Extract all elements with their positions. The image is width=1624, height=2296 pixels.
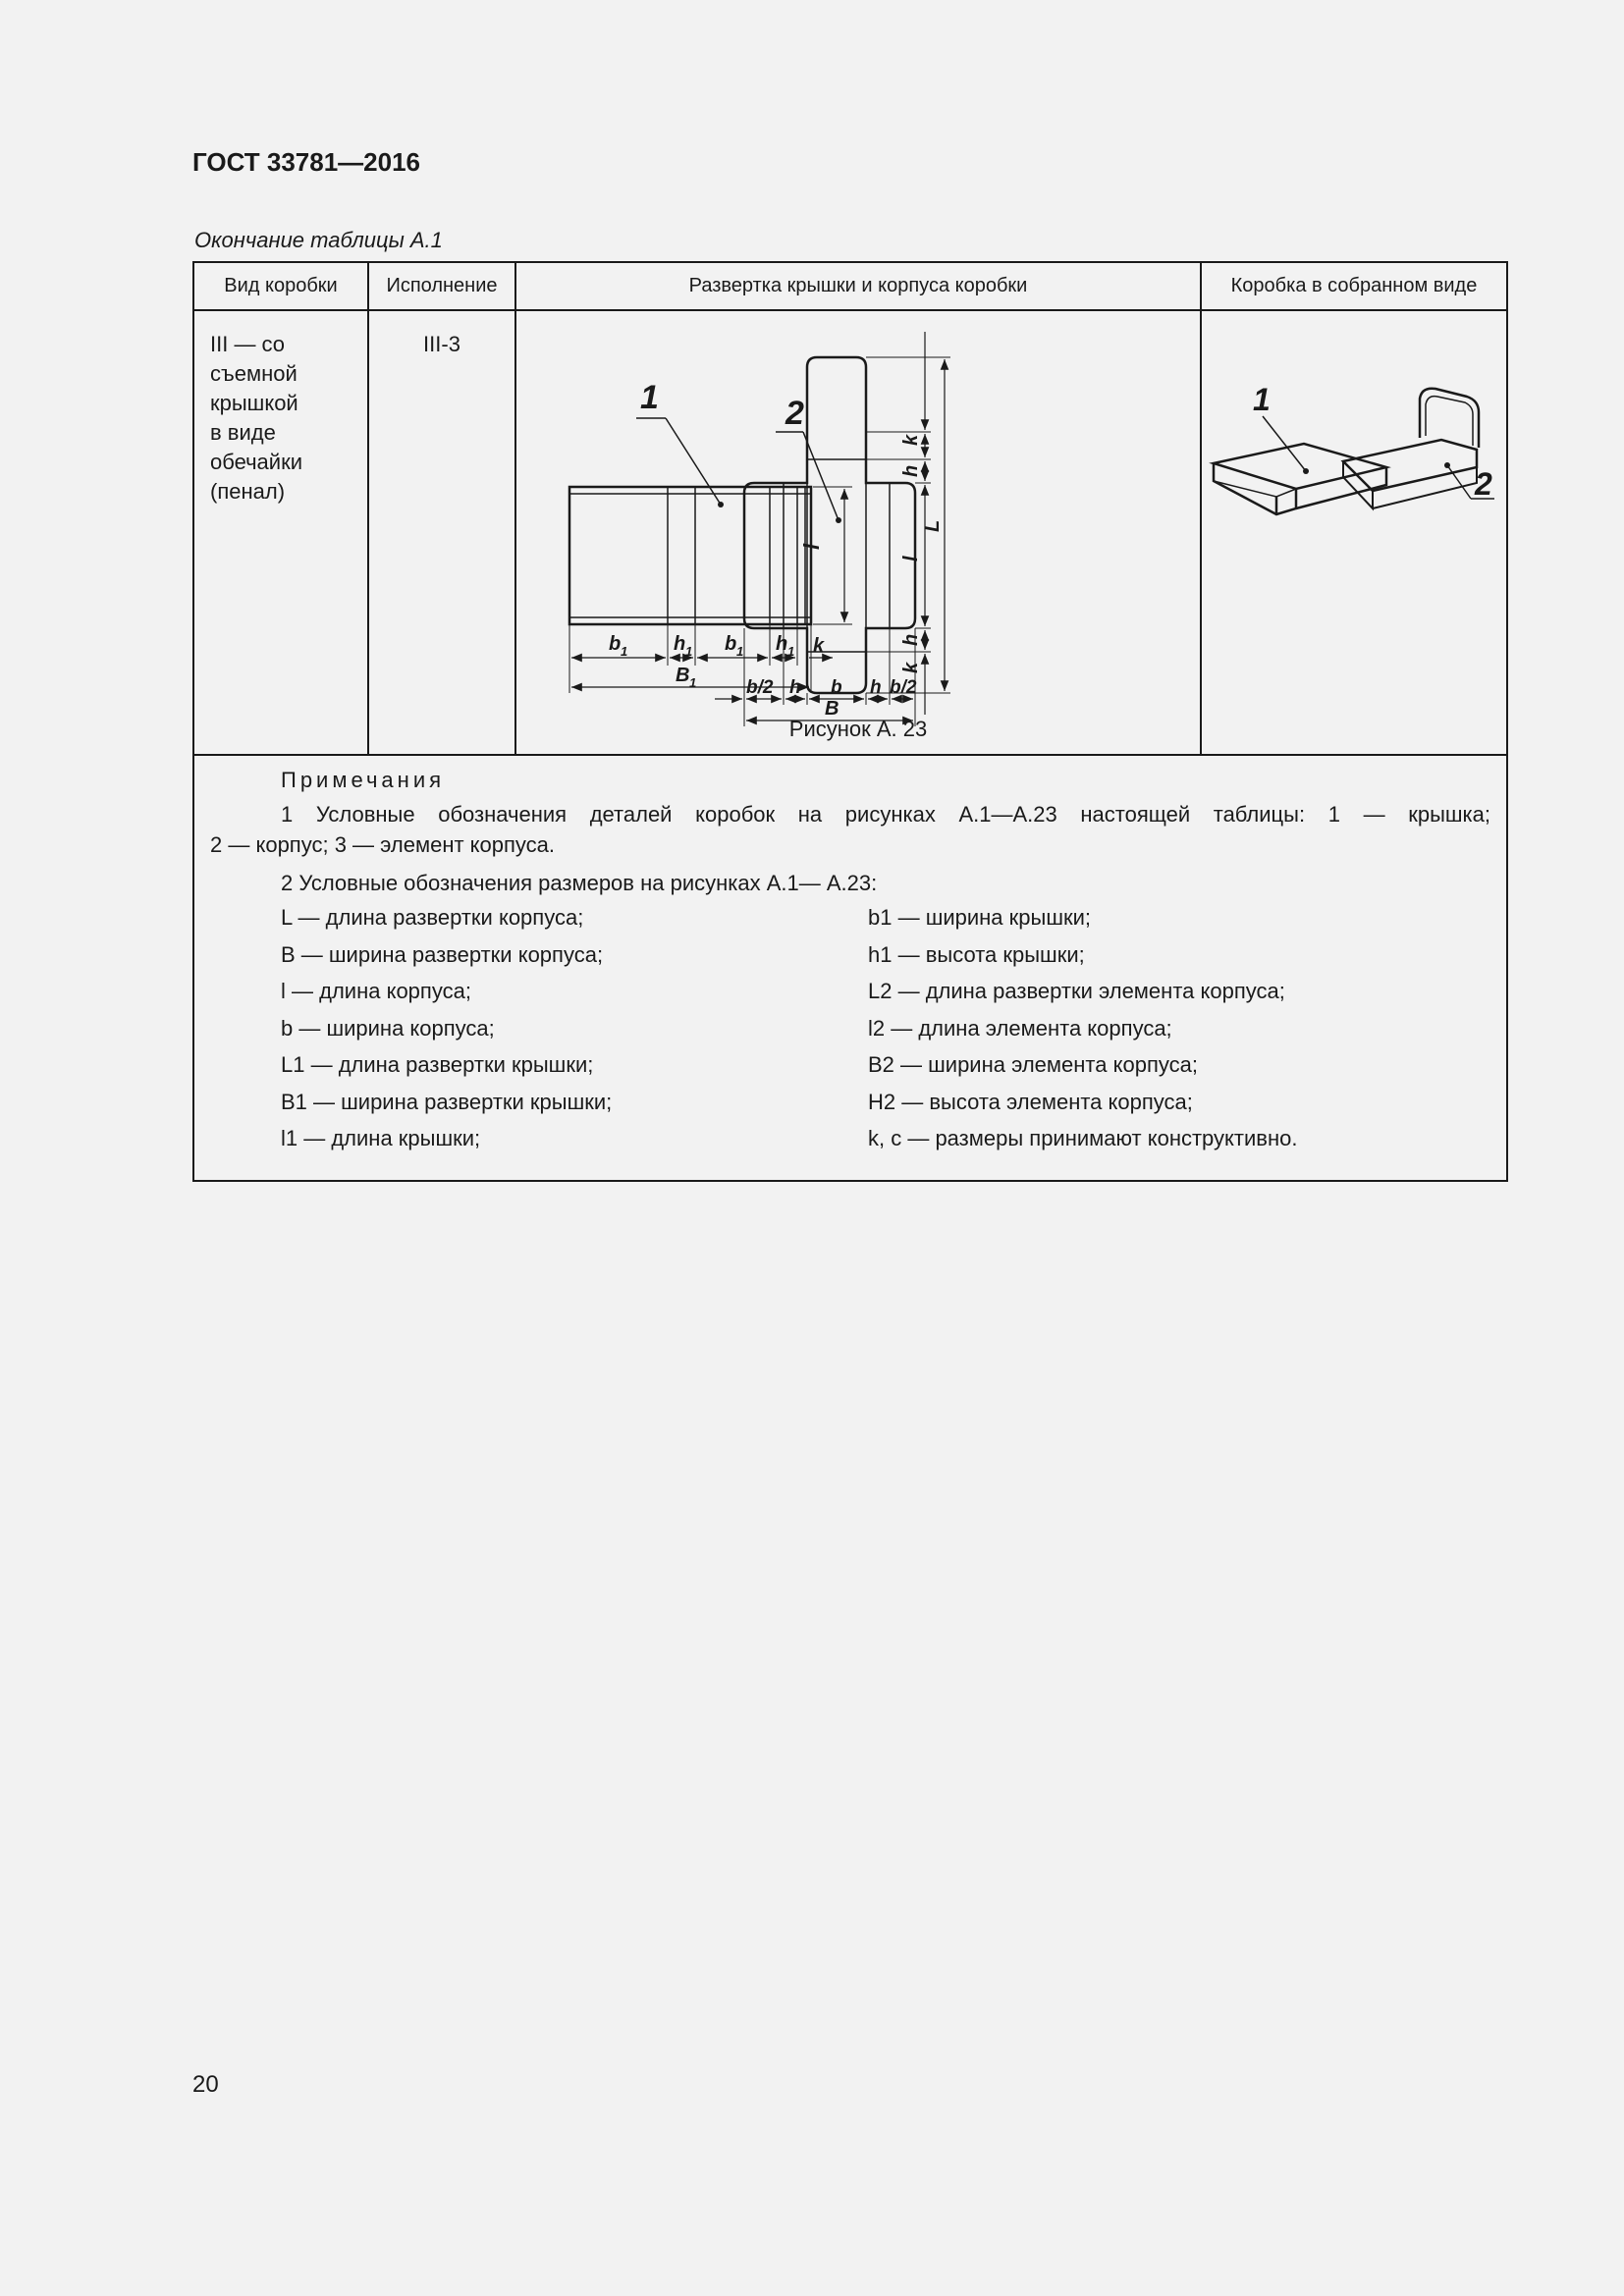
box-type-line: III — со — [210, 332, 286, 356]
table-caption: Окончание таблицы А.1 — [194, 228, 443, 252]
column-header-variant: Исполнение — [386, 275, 498, 296]
column-header-box-type: Вид коробки — [224, 275, 338, 296]
note-1-continued: 2 — корпус; 3 — элемент корпуса. — [210, 832, 556, 857]
legend-item: L1 — длина развертки крышки; — [281, 1052, 594, 1077]
dim-B1-label: B — [676, 665, 690, 686]
legend-item: b — ширина корпуса; — [281, 1016, 495, 1041]
dim-subscript: 1 — [689, 675, 697, 690]
legend-item: l1 — длина крышки; — [281, 1126, 481, 1150]
callout-body: 2 — [1475, 466, 1492, 502]
column-divider — [514, 263, 516, 754]
legend-item: k, c — размеры принимают конструктивно. — [868, 1126, 1298, 1150]
dim-B-label: B — [825, 698, 839, 720]
notes-divider — [194, 754, 1506, 756]
legend-item: l — длина корпуса; — [281, 979, 471, 1003]
dim-subscript: 1 — [736, 644, 744, 659]
note-2: 2 Условные обозначения размеров на рисунках А.1— А.23: — [281, 871, 878, 895]
dim-b-label: b — [831, 677, 842, 698]
callout-body: 2 — [785, 395, 804, 432]
callout-lid: 1 — [1253, 382, 1271, 417]
dim-k-label: k — [900, 434, 922, 446]
dim-L-label: L — [922, 519, 944, 532]
legend-item: l2 — длина элемента корпуса; — [868, 1016, 1172, 1041]
dim-b2-label: b/2 — [746, 677, 774, 698]
note-1: 1 Условные обозначения деталей коробок на рисунках А.1—А.23 настоящей таблицы: 1 — крышка; — [281, 802, 1490, 827]
standard-code: ГОСТ 33781—2016 — [192, 147, 420, 177]
dim-h-label: h — [789, 677, 801, 698]
legend-item: H2 — высота элемента корпуса; — [868, 1090, 1193, 1114]
dim-subscript: 1 — [787, 644, 795, 659]
legend-item: h1 — высота крышки; — [868, 942, 1085, 967]
dim-l1-label: l — [799, 543, 824, 550]
assembled-box-drawing — [1206, 351, 1500, 567]
notes-title: Примечания — [281, 768, 446, 792]
column-header-unfolding: Развертка крышки и корпуса коробки — [688, 275, 1028, 296]
legend-item: L — длина развертки корпуса; — [281, 905, 584, 930]
column-divider — [1200, 263, 1202, 754]
dim-k-label: k — [813, 635, 825, 657]
box-table — [192, 261, 1508, 1182]
unfolding-drawing — [518, 322, 1196, 720]
callout-lid: 1 — [640, 379, 659, 416]
figure-caption: Рисунок А. 23 — [788, 717, 928, 741]
dim-h1-label: h — [776, 633, 788, 655]
dim-b1-label: b — [725, 633, 737, 655]
box-type-line: в виде — [210, 420, 276, 445]
dim-h1-label: h — [674, 633, 686, 655]
dim-subscript: 1 — [685, 644, 693, 659]
dim-b2-label: b/2 — [890, 677, 917, 698]
dim-h-label: h — [900, 464, 922, 477]
box-type-cell — [210, 330, 302, 507]
legend-item: L2 — длина развертки элемента корпуса; — [868, 979, 1285, 1003]
page-number: 20 — [192, 2071, 219, 2098]
lid-unfolding — [569, 418, 811, 624]
dim-b1-label: b — [609, 633, 622, 655]
variant-cell: III-3 — [423, 332, 460, 356]
legend-item: B — ширина развертки корпуса; — [281, 942, 604, 967]
dim-h-label: h — [870, 677, 882, 698]
dim-l-label: l — [900, 556, 922, 561]
body-vertical-dimensions — [866, 332, 950, 715]
dim-k-label: k — [900, 662, 922, 673]
header-divider — [194, 309, 1506, 311]
legend-item: B2 — ширина элемента корпуса; — [868, 1052, 1198, 1077]
box-type-line: (пенал) — [210, 479, 286, 504]
legend-item: b1 — ширина крышки; — [868, 905, 1092, 930]
dim-h-label: h — [900, 633, 922, 646]
dim-subscript: 1 — [621, 644, 628, 659]
box-type-line: крышкой — [210, 391, 298, 415]
legend-item: B1 — ширина развертки крышки; — [281, 1090, 613, 1114]
column-header-assembled: Коробка в собранном виде — [1230, 275, 1478, 296]
box-type-line: обечайки — [210, 450, 302, 474]
box-type-line: съемной — [210, 361, 298, 386]
